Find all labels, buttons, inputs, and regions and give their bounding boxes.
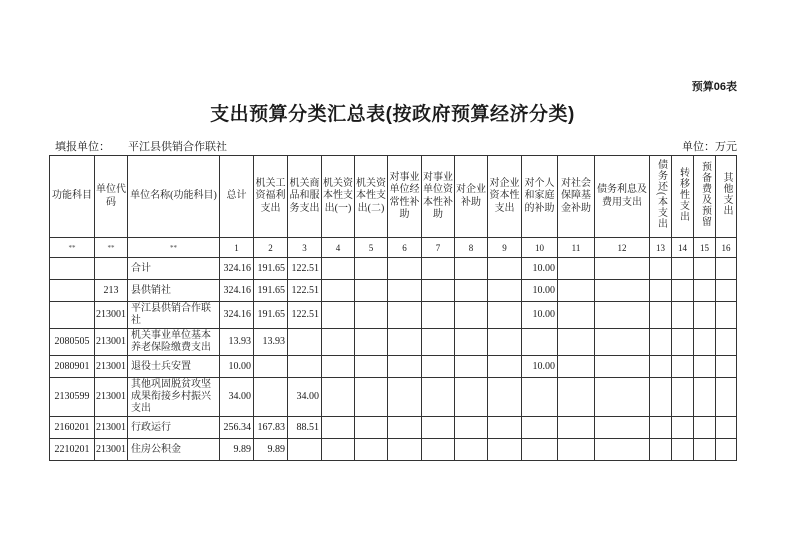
cell — [716, 258, 737, 280]
cell — [322, 258, 355, 280]
table-row — [50, 356, 737, 378]
cell — [254, 356, 288, 378]
cell — [288, 356, 322, 378]
cell — [672, 280, 694, 302]
cell — [650, 329, 672, 356]
index-cell: 14 — [672, 238, 694, 258]
cell — [650, 356, 672, 378]
cell: 191.65 — [254, 258, 288, 280]
cell — [355, 378, 388, 417]
cell — [650, 439, 672, 461]
column-header: 单位名称(功能科目) — [128, 156, 220, 238]
header-row — [50, 156, 737, 238]
cell — [422, 439, 455, 461]
cell: 122.51 — [288, 280, 322, 302]
cell — [355, 329, 388, 356]
cell — [322, 378, 355, 417]
cell — [650, 302, 672, 329]
cell — [388, 378, 422, 417]
column-index-row — [50, 238, 737, 258]
cell: 其他巩固脱贫攻坚成果衔接乡村振兴支出 — [128, 378, 220, 417]
cell — [672, 356, 694, 378]
cell: 34.00 — [288, 378, 322, 417]
cell — [716, 280, 737, 302]
cell — [288, 439, 322, 461]
column-header: 对事业单位经常性补助 — [388, 156, 422, 238]
cell — [355, 280, 388, 302]
cell: 122.51 — [288, 302, 322, 329]
cell — [650, 417, 672, 439]
cell — [388, 439, 422, 461]
cell — [694, 378, 716, 417]
cell — [558, 378, 595, 417]
cell — [595, 417, 650, 439]
cell — [422, 329, 455, 356]
cell — [522, 439, 558, 461]
reporting-unit-label: 填报单位： — [55, 141, 110, 153]
column-header-vertical-text: 预备费及预留 — [699, 161, 711, 228]
index-cell: ** — [50, 238, 95, 258]
cell — [488, 329, 522, 356]
cell — [50, 258, 95, 280]
cell — [558, 329, 595, 356]
cell — [716, 439, 737, 461]
cell — [488, 302, 522, 329]
cell — [672, 439, 694, 461]
column-header: 总计 — [220, 156, 254, 238]
cell: 213001 — [95, 417, 128, 439]
cell: 256.34 — [220, 417, 254, 439]
cell — [488, 280, 522, 302]
cell — [694, 439, 716, 461]
column-header: 功能科目 — [50, 156, 95, 238]
cell — [672, 329, 694, 356]
index-cell: 9 — [488, 238, 522, 258]
cell — [716, 356, 737, 378]
info-line — [55, 138, 737, 154]
cell — [595, 302, 650, 329]
budget-table — [49, 155, 737, 461]
cell — [422, 280, 455, 302]
cell: 行政运行 — [128, 417, 220, 439]
column-header — [650, 156, 672, 238]
cell — [716, 329, 737, 356]
cell: 10.00 — [522, 280, 558, 302]
column-header: 机关资本性支出(二) — [355, 156, 388, 238]
cell: 9.89 — [254, 439, 288, 461]
cell — [488, 417, 522, 439]
cell — [455, 302, 488, 329]
column-header — [716, 156, 737, 238]
cell — [595, 280, 650, 302]
form-code-label: 预算06表 — [691, 81, 737, 93]
cell: 34.00 — [220, 378, 254, 417]
column-header-vertical-text: 其他支出 — [721, 172, 732, 217]
column-header: 机关资本性支出(一) — [322, 156, 355, 238]
cell — [254, 378, 288, 417]
cell: 10.00 — [220, 356, 254, 378]
column-header: 对企业补助 — [455, 156, 488, 238]
cell: 2080505 — [50, 329, 95, 356]
cell: 县供销社 — [128, 280, 220, 302]
column-header: 单位代码 — [95, 156, 128, 238]
index-cell: 15 — [694, 238, 716, 258]
cell: 213 — [95, 280, 128, 302]
column-header-vertical-text: 债务还(本支出 — [655, 159, 667, 230]
column-header: 债务利息及费用支出 — [595, 156, 650, 238]
cell: 324.16 — [220, 280, 254, 302]
cell: 213001 — [95, 378, 128, 417]
cell — [322, 439, 355, 461]
cell: 213001 — [95, 356, 128, 378]
index-cell: 1 — [220, 238, 254, 258]
cell — [694, 356, 716, 378]
cell — [650, 280, 672, 302]
cell: 213001 — [95, 302, 128, 329]
index-cell: ** — [95, 238, 128, 258]
cell: 合计 — [128, 258, 220, 280]
cell — [422, 417, 455, 439]
cell — [558, 302, 595, 329]
cell: 10.00 — [522, 302, 558, 329]
cell: 13.93 — [220, 329, 254, 356]
cell: 9.89 — [220, 439, 254, 461]
cell — [322, 356, 355, 378]
cell: 213001 — [95, 439, 128, 461]
index-cell: 8 — [455, 238, 488, 258]
cell — [488, 439, 522, 461]
page-title: 支出预算分类汇总表(按政府预算经济分类) — [210, 104, 575, 125]
cell — [422, 356, 455, 378]
table-row — [50, 258, 737, 280]
cell: 324.16 — [220, 258, 254, 280]
cell — [672, 302, 694, 329]
index-cell: 5 — [355, 238, 388, 258]
cell — [455, 356, 488, 378]
table-header — [50, 156, 737, 258]
cell — [694, 258, 716, 280]
cell — [716, 378, 737, 417]
cell — [388, 258, 422, 280]
cell — [355, 356, 388, 378]
table-row — [50, 302, 737, 329]
column-header-vertical-text: 转移性支出 — [677, 166, 689, 222]
column-header: 机关工资福利支出 — [254, 156, 288, 238]
column-header — [694, 156, 716, 238]
cell — [488, 356, 522, 378]
index-cell: 6 — [388, 238, 422, 258]
cell — [716, 417, 737, 439]
cell — [355, 439, 388, 461]
cell — [595, 439, 650, 461]
cell — [422, 378, 455, 417]
index-cell: 13 — [650, 238, 672, 258]
cell: 退役士兵安置 — [128, 356, 220, 378]
cell: 88.51 — [288, 417, 322, 439]
cell — [522, 329, 558, 356]
cell — [455, 258, 488, 280]
cell — [595, 329, 650, 356]
cell — [650, 258, 672, 280]
table-row — [50, 417, 737, 439]
cell — [355, 258, 388, 280]
column-header: 对社会保障基金补助 — [558, 156, 595, 238]
cell: 213001 — [95, 329, 128, 356]
cell — [595, 258, 650, 280]
index-cell: 3 — [288, 238, 322, 258]
cell — [488, 258, 522, 280]
cell — [558, 280, 595, 302]
cell — [694, 302, 716, 329]
cell — [388, 280, 422, 302]
cell — [322, 329, 355, 356]
cell: 2160201 — [50, 417, 95, 439]
cell — [50, 280, 95, 302]
cell — [322, 280, 355, 302]
cell: 122.51 — [288, 258, 322, 280]
cell: 2210201 — [50, 439, 95, 461]
cell — [355, 302, 388, 329]
cell — [558, 439, 595, 461]
cell — [455, 417, 488, 439]
cell — [388, 356, 422, 378]
cell — [455, 378, 488, 417]
cell — [558, 417, 595, 439]
cell: 10.00 — [522, 356, 558, 378]
table-body — [50, 258, 737, 461]
column-header: 机关商品和服务支出 — [288, 156, 322, 238]
cell: 平江县供销合作联社 — [128, 302, 220, 329]
cell — [694, 280, 716, 302]
cell — [716, 302, 737, 329]
cell — [95, 258, 128, 280]
cell — [595, 378, 650, 417]
reporting-unit-value: 平江县供销合作联社 — [128, 141, 227, 153]
cell: 13.93 — [254, 329, 288, 356]
column-header: 对个人和家庭的补助 — [522, 156, 558, 238]
unit-note: 单位：万元 — [682, 141, 737, 153]
cell: 住房公积金 — [128, 439, 220, 461]
column-header: 对企业资本性支出 — [488, 156, 522, 238]
cell — [355, 417, 388, 439]
cell — [388, 302, 422, 329]
cell — [558, 356, 595, 378]
cell — [694, 329, 716, 356]
cell — [488, 378, 522, 417]
cell — [672, 378, 694, 417]
cell — [455, 329, 488, 356]
cell — [694, 417, 716, 439]
cell — [455, 439, 488, 461]
cell — [288, 329, 322, 356]
cell: 167.83 — [254, 417, 288, 439]
index-cell: 4 — [322, 238, 355, 258]
cell: 机关事业单位基本养老保险缴费支出 — [128, 329, 220, 356]
index-cell: 12 — [595, 238, 650, 258]
cell — [522, 378, 558, 417]
cell: 2130599 — [50, 378, 95, 417]
cell: 191.65 — [254, 302, 288, 329]
cell — [595, 356, 650, 378]
index-cell: 16 — [716, 238, 737, 258]
cell — [455, 280, 488, 302]
cell — [50, 302, 95, 329]
table-row — [50, 329, 737, 356]
column-header — [672, 156, 694, 238]
cell — [388, 329, 422, 356]
cell: 2080901 — [50, 356, 95, 378]
cell — [522, 417, 558, 439]
index-cell: ** — [128, 238, 220, 258]
cell — [672, 258, 694, 280]
cell — [322, 417, 355, 439]
cell — [422, 302, 455, 329]
table-row — [50, 439, 737, 461]
table-row — [50, 378, 737, 417]
index-cell: 2 — [254, 238, 288, 258]
reporting-unit — [55, 138, 227, 154]
cell — [422, 258, 455, 280]
cell — [672, 417, 694, 439]
table-row — [50, 280, 737, 302]
cell: 324.16 — [220, 302, 254, 329]
cell — [388, 417, 422, 439]
cell: 191.65 — [254, 280, 288, 302]
cell — [558, 258, 595, 280]
index-cell: 7 — [422, 238, 455, 258]
cell — [322, 302, 355, 329]
index-cell: 11 — [558, 238, 595, 258]
cell — [650, 378, 672, 417]
index-cell: 10 — [522, 238, 558, 258]
cell: 10.00 — [522, 258, 558, 280]
column-header: 对事业单位资本性补助 — [422, 156, 455, 238]
